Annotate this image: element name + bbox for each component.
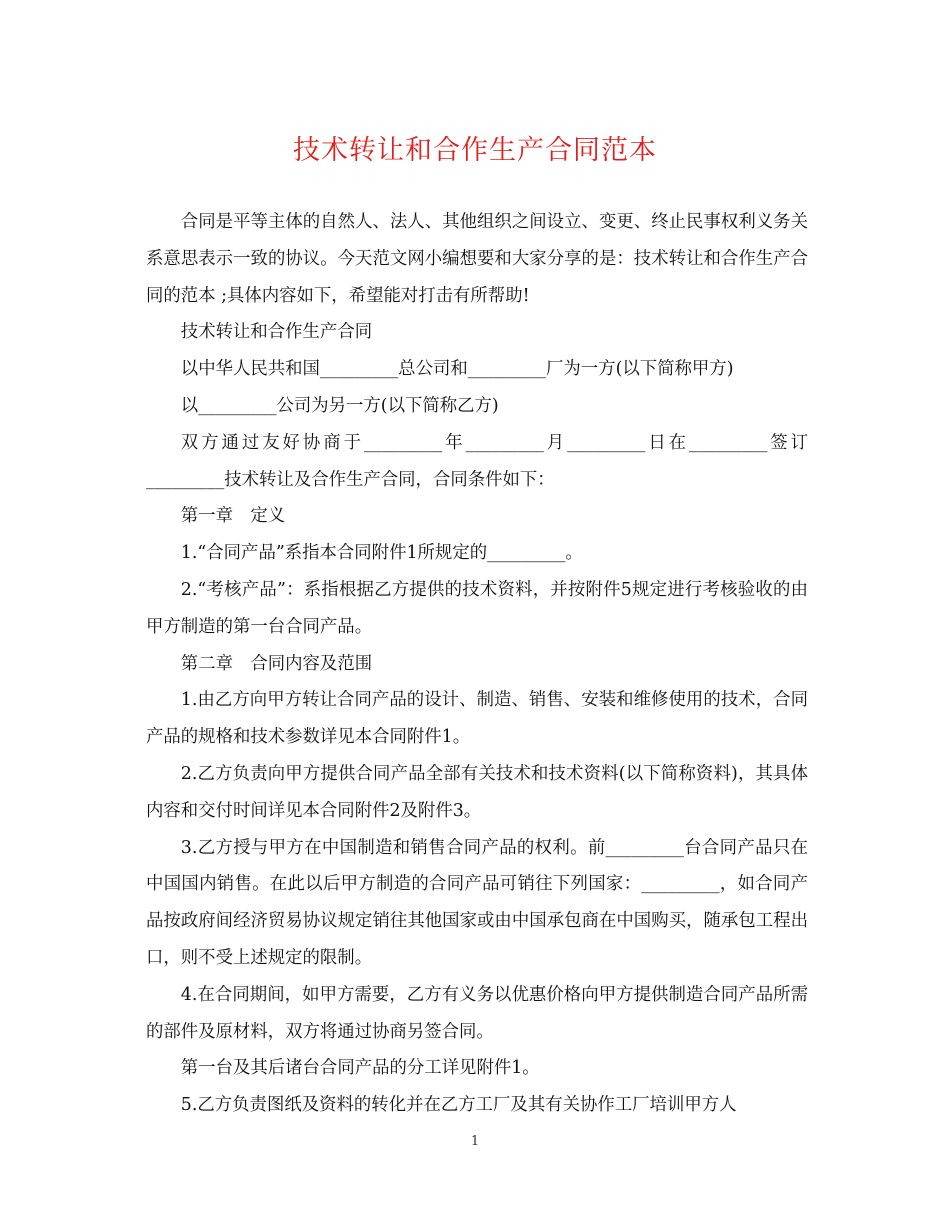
clause-paragraph: 1.“合同产品”系指本合同附件1所规定的_________。 — [180, 543, 583, 564]
chapter-heading-1: 第一章 定义 — [180, 506, 286, 527]
clause-paragraph: 第一台及其后诸台合同产品的分工详见附件1。 — [180, 1058, 540, 1079]
chapter-heading-2: 第二章 合同内容及范围 — [180, 653, 373, 674]
clause-paragraph: 2.乙方负责向甲方提供合同产品全部有关技术和技术资料(以下简称资料)，其具体内容和交付时间详见本合同附件2及附件3。 — [146, 763, 808, 821]
document-title: 技术转让和合作生产合同范本 — [293, 135, 657, 166]
document-body — [146, 204, 808, 1124]
signing-paragraph: 双方通过友好协商于_________年_________月_________日在_________签订_________技术转让及合作生产合同，合同条件如下： — [146, 432, 808, 490]
party-b-line: 以_________公司为另一方(以下简称乙方) — [180, 395, 499, 416]
contract-name-line: 技术转让和合作生产合同 — [180, 322, 373, 343]
page-number: 1 — [470, 1134, 480, 1149]
party-a-line: 以中华人民共和国_________总公司和_________厂为一方(以下简称甲方) — [180, 359, 734, 380]
clause-paragraph: 3.乙方授与甲方在中国制造和销售合同产品的权利。前_________台合同产品只在中国国内销售。在此以后甲方制造的合同产品可销往下列国家：_________，如合同产品按政府间经济贸易协议规定销往其他国家或由中国承包商在中国购买，随承包工程出口，则不受上述规定的限制。 — [146, 837, 808, 968]
clause-paragraph: 5.乙方负责图纸及资料的转化并在乙方工厂及其有关协作工厂培训甲方人 — [180, 1095, 737, 1116]
intro-paragraph: 合同是平等主体的自然人、法人、其他组织之间设立、变更、终止民事权利义务关系意思表示一致的协议。今天范文网小编想要和大家分享的是：技术转让和合作生产合同的范本 ;具体内容如下，希望能对打击有所帮助! — [146, 212, 808, 306]
clause-paragraph: 2.“考核产品”：系指根据乙方提供的技术资料，并按附件5规定进行考核验收的由甲方制造的第一台合同产品。 — [146, 579, 808, 637]
clause-paragraph: 4.在合同期间，如甲方需要，乙方有义务以优惠价格向甲方提供制造合同产品所需的部件及原材料，双方将通过协商另签合同。 — [146, 984, 808, 1042]
clause-paragraph: 1.由乙方向甲方转让合同产品的设计、制造、销售、安装和维修使用的技术，合同产品的规格和技术参数详见本合同附件1。 — [146, 690, 808, 748]
